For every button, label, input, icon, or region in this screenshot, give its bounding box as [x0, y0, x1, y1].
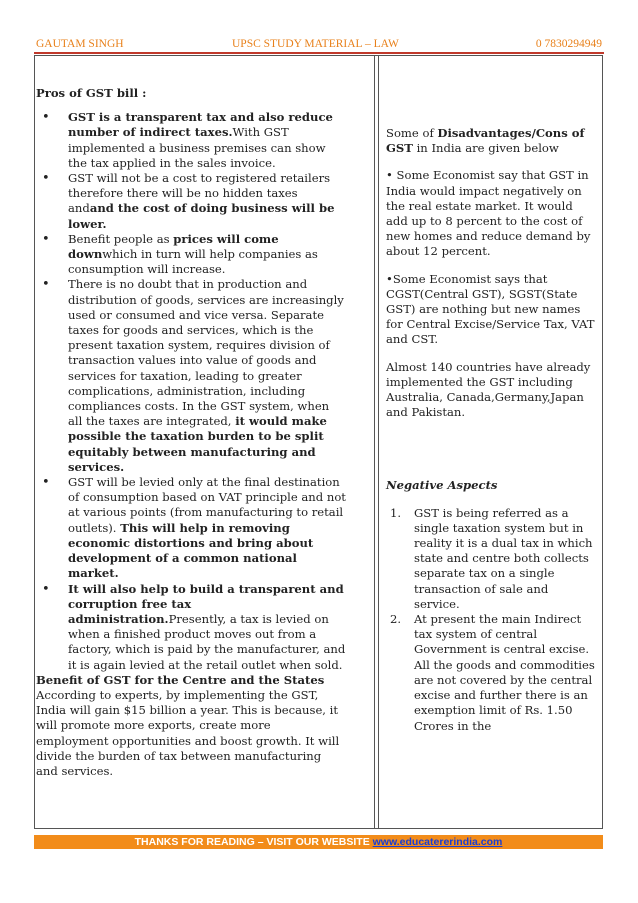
bullet-text: which in turn will help companies as consumption will increase.: [68, 247, 318, 277]
footer-text: THANKS FOR READING – VISIT OUR WEBSITE: [134, 836, 373, 848]
bullet-text: GST will be levied only at the final destination of consumption based on VAT principle and not at various points (from manufacturing to retail outlets).: [68, 475, 346, 535]
pros-list: [36, 110, 346, 673]
cons-intro: [386, 126, 596, 156]
left-column: [36, 86, 346, 779]
bullet-text: Presently, a tax is levied on when a finished product moves out from a factory, which is paid by the manufacturer, and it is again levied at the retail outlet when sold.: [68, 611, 346, 672]
benefit-text: According to experts, by implementing the GST, India will gain $15 billion a year. This is because, it will promote more exports, create more employment opportunities and boost growth. It will divide the burden of tax between manufacturing and services.: [36, 687, 340, 778]
bullet-bold-text: This will help in removing economic distortions and bring about development of a common national market.: [68, 520, 314, 581]
bullet-icon: •: [42, 171, 50, 187]
list-item: [386, 612, 596, 734]
bullet-icon: •: [42, 110, 50, 126]
page-footer: [34, 835, 603, 849]
bullet-text: With GST implemented a business premises can show the tax applied in the sales invoice.: [68, 125, 326, 170]
list-number: 1.: [390, 505, 402, 520]
bullet-icon: •: [42, 475, 50, 491]
bullet-text: There is no doubt that in production and distribution of goods, services are increasingly used or consumed and vice versa. Separate taxes for goods and services, which is the present taxation system, requires division of transaction values into value of goods and services for taxation, leading to greater complications, administration, including compliances costs. In the GST system, when all the taxes are integrated,: [68, 277, 344, 429]
bullet-text: Benefit people as: [68, 231, 174, 246]
cons-paragraph-2: •Some Economist says that CGST(Central GST), SGST(State GST) are nothing but new names for Central Excise/Service Tax, VAT and CST.: [386, 271, 595, 347]
list-item: [36, 171, 346, 232]
website-link[interactable]: www.educatererindia.com: [372, 836, 503, 848]
bullet-bold-text: it would make possible the taxation burden to be split equitably between manufacturing and services.: [68, 414, 327, 474]
list-item: [36, 110, 346, 171]
bullet-bold-text: and the cost of doing business will be lower.: [68, 201, 335, 231]
negatives-list: [386, 506, 596, 734]
header-phone: 0 7830294949: [535, 38, 602, 50]
bullet-bold-text: It will also help to build a transparent and corruption free tax administration.: [68, 581, 344, 626]
list-item: [386, 506, 596, 612]
benefit-title: Benefit of GST for the Centre and the States: [36, 672, 325, 687]
bullet-icon: •: [42, 581, 50, 597]
pros-title: Pros of GST bill :: [36, 86, 147, 100]
intro-text: Some of: [386, 126, 438, 140]
right-column: [386, 126, 596, 734]
list-item: [36, 582, 346, 673]
bullet-bold-text: GST is a transparent tax and also reduce number of indirect taxes.: [68, 110, 333, 140]
list-item: [36, 475, 346, 581]
negative-aspects-title: Negative Aspects: [386, 478, 498, 493]
bullet-text: GST will not be a cost to registered retailers therefore there will be no hidden taxes and: [68, 171, 331, 216]
bullet-bold-text: prices will come down: [68, 231, 279, 262]
list-item-text: GST is being referred as a single taxation system but in reality it is a dual tax in which state and centre both collects separate tax on a single transaction of sale and service.: [414, 505, 593, 611]
list-item-text: At present the main Indirect tax system of central Government is central excise. All the goods and commodities are not covered by the central excise and further there is an exemption limit of Rs. 1.50 Crores in the: [414, 612, 595, 733]
intro-text: in India are given below: [412, 141, 559, 156]
intro-bold-text: Disadvantages/Cons of GST: [386, 126, 585, 156]
header-title: UPSC STUDY MATERIAL – LAW: [232, 38, 399, 50]
header-author: GAUTAM SINGH: [36, 38, 124, 50]
bullet-icon: •: [42, 277, 50, 293]
list-number: 2.: [390, 612, 402, 627]
list-item: [36, 232, 346, 278]
column-divider: [374, 56, 375, 828]
bullet-icon: •: [42, 231, 50, 247]
page-header: [34, 38, 604, 54]
column-divider: [378, 56, 379, 828]
cons-paragraph-3: Almost 140 countries have already implemented the GST including Australia, Canada,Germany,Japan and Pakistan.: [386, 359, 591, 420]
cons-paragraph-1: • Some Economist say that GST in India would impact negatively on the real estate market. It would add up to 8 percent to the cost of new homes and reduce demand by about 12 percent.: [386, 168, 591, 259]
list-item: [36, 277, 346, 475]
